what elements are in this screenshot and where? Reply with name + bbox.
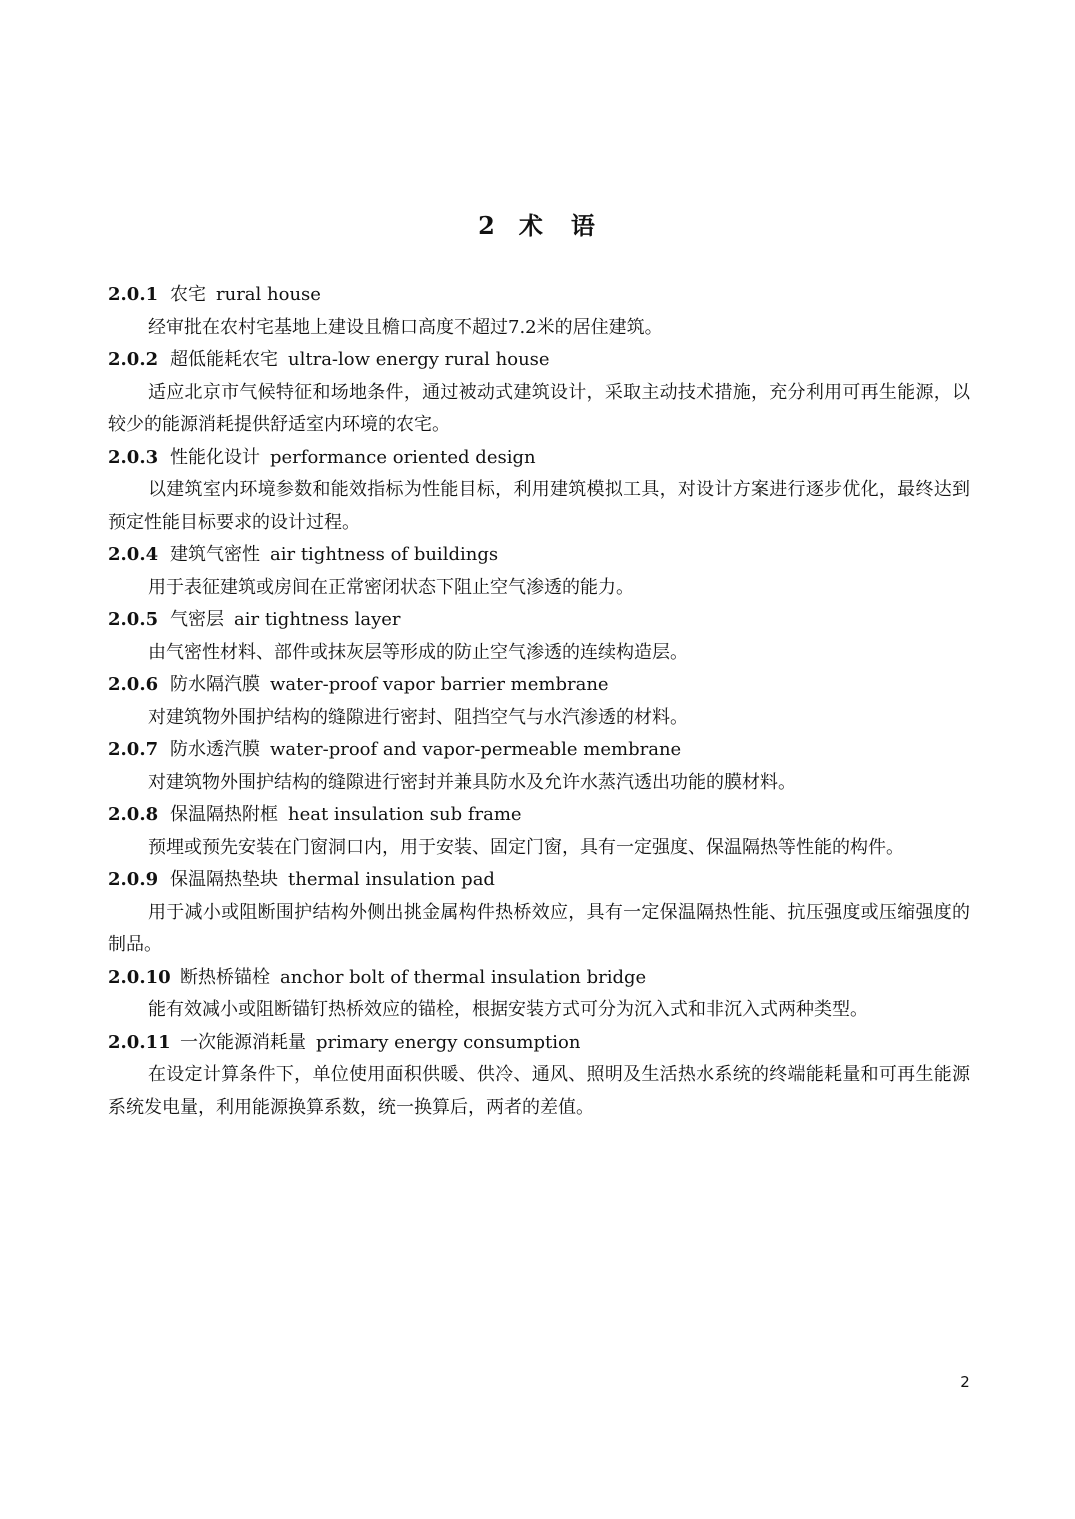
term-heading [108,279,970,312]
term-chinese: 气密层 [170,609,224,630]
term-number: 2.0.1 [108,284,159,305]
term-definition: 适应北京市气候特征和场地条件，通过被动式建筑设计，采取主动技术措施，充分利用可再生能源，以较少的能源消耗提供舒适室内环境的农宅。 [108,381,970,435]
term-definition: 预埋或预先安装在门窗洞口内，用于安装、固定门窗，具有一定强度、保温隔热等性能的构件。 [148,836,904,858]
term-entry [108,1027,970,1125]
term-definition: 对建筑物外围护结构的缝隙进行密封、阻挡空气与水汽渗透的材料。 [148,706,688,728]
term-entry [108,962,970,1027]
term-heading [108,442,970,475]
term-heading [108,799,970,832]
term-chinese: 建筑气密性 [170,544,260,565]
chapter-title-char-2: 语 [570,211,597,240]
term-entry [108,279,970,344]
term-chinese: 防水隔汽膜 [170,674,260,695]
term-chinese: 断热桥锚栓 [180,966,270,988]
term-number: 2.0.4 [108,544,159,565]
term-heading [108,962,970,995]
term-entry [108,734,970,799]
term-entry [108,604,970,669]
term-definition: 在设定计算条件下，单位使用面积供暖、供冷、通风、照明及生活热水系统的终端能耗量和可再生能源系统发电量，利用能源换算系数，统一换算后，两者的差值。 [108,1064,970,1118]
term-definition: 由气密性材料、部件或抹灰层等形成的防止空气渗透的连续构造层。 [148,641,688,663]
term-chinese: 超低能耗农宅 [170,349,278,370]
term-definition: 用于表征建筑或房间在正常密闭状态下阻止空气渗透的能力。 [148,576,634,598]
term-english: air tightness layer [234,609,401,630]
term-english: thermal insulation pad [288,869,495,890]
term-heading [108,734,970,767]
term-number: 2.0.2 [108,349,159,370]
chapter-number: 2 [478,211,497,240]
term-definition: 用于减小或阻断围护结构外侧出挑金属构件热桥效应，具有一定保温隔热性能、抗压强度或压缩强度的制品。 [108,901,970,955]
term-number: 2.0.11 [108,1031,171,1053]
page-title [0,206,1075,246]
term-heading [108,344,970,377]
term-number: 2.0.7 [108,739,159,760]
term-number: 2.0.6 [108,674,159,695]
term-english: water-proof and vapor-permeable membrane [270,739,682,760]
term-entry [108,864,970,962]
term-number: 2.0.9 [108,869,159,890]
terms-list [108,279,970,1124]
term-english: performance oriented design [270,446,536,468]
term-heading [108,864,970,897]
term-chinese: 一次能源消耗量 [180,1031,306,1053]
term-heading [108,604,970,637]
term-chinese: 农宅 [170,284,206,305]
term-chinese: 防水透汽膜 [170,739,260,760]
term-number: 2.0.5 [108,609,159,630]
term-chinese: 保温隔热垫块 [170,869,278,890]
term-definition: 经审批在农村宅基地上建设且檐口高度不超过7.2米的居住建筑。 [148,316,663,338]
term-definition: 以建筑室内环境参数和能效指标为性能目标，利用建筑模拟工具，对设计方案进行逐步优化，最终达到预定性能目标要求的设计过程。 [108,479,970,533]
term-entry [108,669,970,734]
term-number: 2.0.10 [108,966,171,988]
term-heading [108,669,970,702]
term-definition: 对建筑物外围护结构的缝隙进行密封并兼具防水及允许水蒸汽透出功能的膜材料。 [148,771,796,793]
term-english: water-proof vapor barrier membrane [270,674,609,695]
term-chinese: 性能化设计 [170,446,260,468]
term-number: 2.0.8 [108,804,159,825]
term-entry [108,539,970,604]
term-english: primary energy consumption [316,1031,581,1053]
term-entry [108,799,970,864]
term-entry [108,442,970,540]
term-entry [108,344,970,442]
term-english: heat insulation sub frame [288,804,522,825]
term-english: rural house [216,284,321,305]
term-number: 2.0.3 [108,446,159,468]
term-english: anchor bolt of thermal insulation bridge [280,966,647,988]
term-heading [108,1027,970,1060]
term-english: air tightness of buildings [270,544,499,565]
term-english: ultra-low energy rural house [288,349,550,370]
page-number: 2 [960,1373,970,1391]
chapter-title-char-1: 术 [518,211,545,240]
term-heading [108,539,970,572]
term-chinese: 保温隔热附框 [170,804,278,825]
term-definition: 能有效减小或阻断锚钉热桥效应的锚栓，根据安装方式可分为沉入式和非沉入式两种类型。 [148,999,868,1020]
